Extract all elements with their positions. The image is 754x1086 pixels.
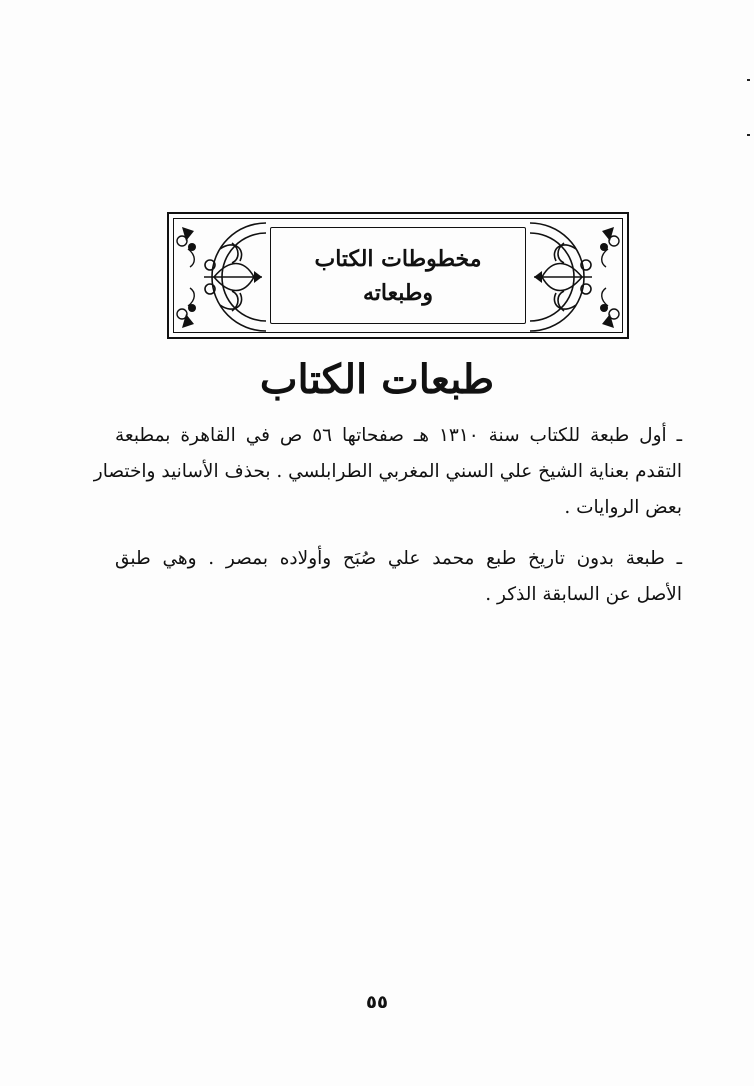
paragraph-first-edition [93,418,682,526]
paragraph-line: ـ طبعة بدون تاريخ طبع محمد علي صُبَح وأولاده بمصر . وهي طبق [115,548,682,569]
page-number: ٥٥ [366,992,388,1013]
ornamental-header-frame [167,212,629,339]
chapter-heading: طبعات الكتاب [259,356,495,403]
arabesque-ornament-right [530,219,622,336]
paragraph-line: التقدم بعناية الشيخ علي السني المغربي الطرابلسي . بحذف الأسانيد واختصار [93,461,682,482]
paragraph-line: بعض الروايات . [564,497,682,518]
paragraph-line: الأصل عن السابقة الذكر . [485,584,682,605]
paragraph-undated-edition [115,541,682,613]
section-title-line-2: وطبعاته [362,279,433,306]
edge-mark [747,79,750,81]
arabesque-ornament-left [174,219,266,336]
paragraph-line: ـ أول طبعة للكتاب سنة ١٣١٠ هـ صفحاتها ٥٦ ص في القاهرة بمطبعة [115,425,682,446]
frame-inner-border [173,218,623,333]
frame-title-box [270,227,526,324]
edge-mark [747,134,750,136]
section-title-line-1: مخطوطات الكتاب [314,245,482,272]
